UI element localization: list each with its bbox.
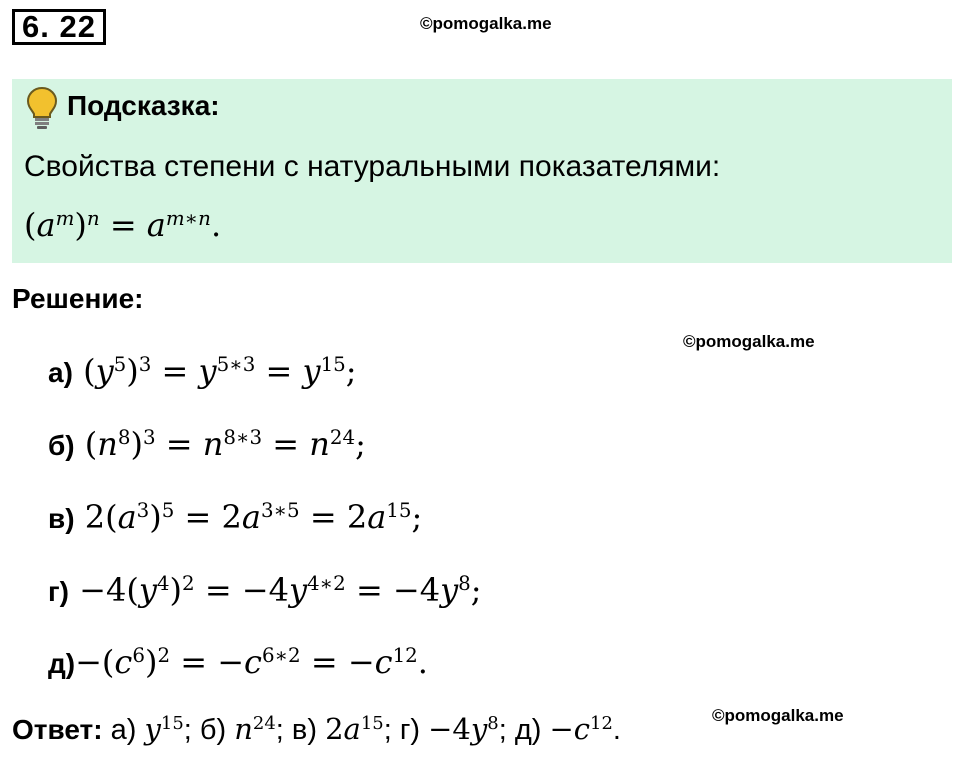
watermark: ©pomogalka.me: [420, 14, 552, 33]
solution-item-b: б) $(n^8)^3 = n^{8∗3} = n^{24}$;: [48, 425, 366, 463]
hint-title: Подсказка:: [67, 90, 220, 121]
solution-item-a: а) $(y^5)^3 = y^{5∗3} = y^{15}$;: [48, 352, 357, 390]
hint-text: Свойства степени с натуральными показателями:: [24, 150, 721, 183]
solution-item-c: в) $2(a^3)^5 = 2a^{3∗5} = 2a^{15}$;: [48, 498, 423, 536]
answer-row: Ответ: а) $y^{15}$; б) $n^{24}$; в) $2a^{15}$; $г) -4y^8$; $д) -c^{12}$.: [12, 712, 621, 746]
lightbulb-icon: [26, 86, 58, 130]
solution-item-d: $г) -4(y^4)^2 = -4y^{4∗2} = -4y^8$;: [48, 571, 482, 609]
solution-item-e: $д)-(c^6)^2 = -c^{6∗2} = -c^{12}$.: [48, 643, 428, 681]
solution-title: Решение:: [12, 283, 144, 314]
watermark: ©pomogalka.me: [683, 332, 815, 351]
watermark: ©pomogalka.me: [712, 706, 844, 725]
problem-number: 6. 22: [12, 9, 106, 45]
answer-label: Ответ:: [12, 714, 103, 745]
hint-formula: $(a^m)^n = a^{m∗n}$.: [24, 206, 222, 244]
